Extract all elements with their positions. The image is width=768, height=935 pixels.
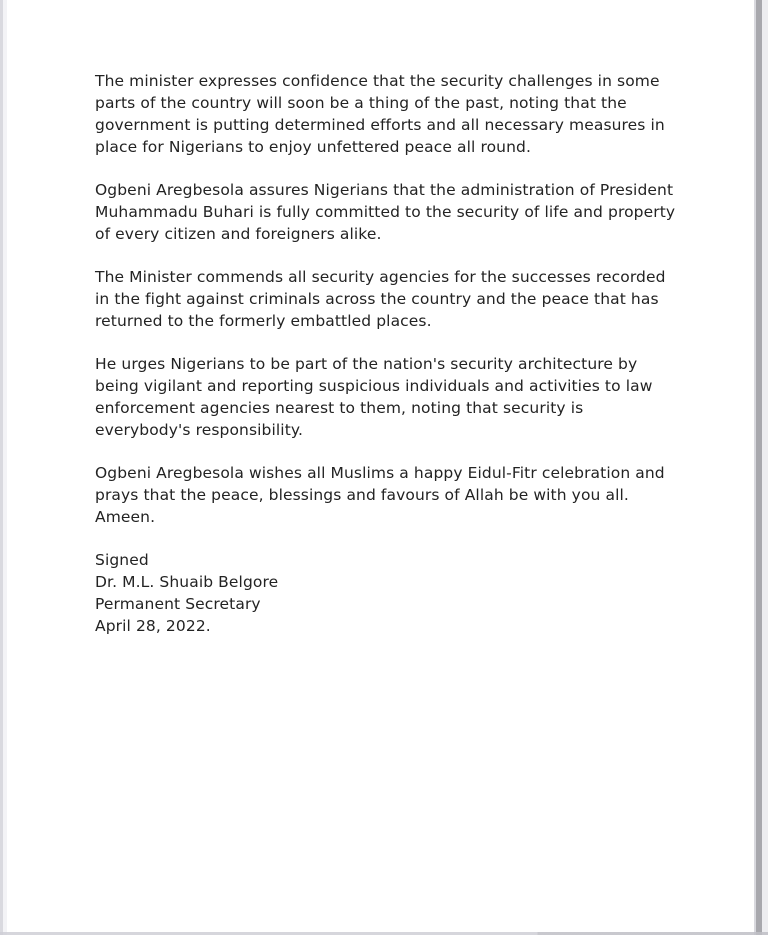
paragraph-commends-agencies: The Minister commends all security agencies for the successes recorded in the fight against criminals across the country and the peace that has returned to the formerly embattled places. bbox=[95, 268, 666, 330]
paragraph-urges-vigilance: He urges Nigerians to be part of the nation's security architecture by being vigilant and reporting suspicious individuals and activities to law enforcement agencies nearest to them, noting that security is everybody's responsibility. bbox=[95, 355, 653, 439]
page-right-edge-shadow bbox=[753, 0, 768, 935]
paragraph-security-confidence: The minister expresses confidence that the security challenges in some parts of the country will soon be a thing of the past, noting that the government is putting determined efforts and all necessary measures in place for Nigerians to enjoy unfettered peace all round. bbox=[95, 72, 665, 156]
signatory-title: Permanent Secretary bbox=[95, 595, 261, 613]
paragraph-eid-wishes: Ogbeni Aregbesola wishes all Muslims a happy Eidul-Fitr celebration and prays that the peace, blessings and favours of Allah be with you all. Ameen. bbox=[95, 464, 665, 526]
paragraph-administration-commitment: Ogbeni Aregbesola assures Nigerians that the administration of President Muhammadu Buhari is fully committed to the security of life and property of every citizen and foreigners alike. bbox=[95, 181, 676, 243]
signature-date: April 28, 2022. bbox=[95, 617, 211, 635]
signature-block bbox=[95, 549, 680, 637]
page-left-edge-shadow bbox=[0, 0, 9, 935]
signed-label: Signed bbox=[95, 551, 149, 569]
letter-body bbox=[95, 70, 680, 637]
signatory-name: Dr. M.L. Shuaib Belgore bbox=[95, 573, 279, 591]
